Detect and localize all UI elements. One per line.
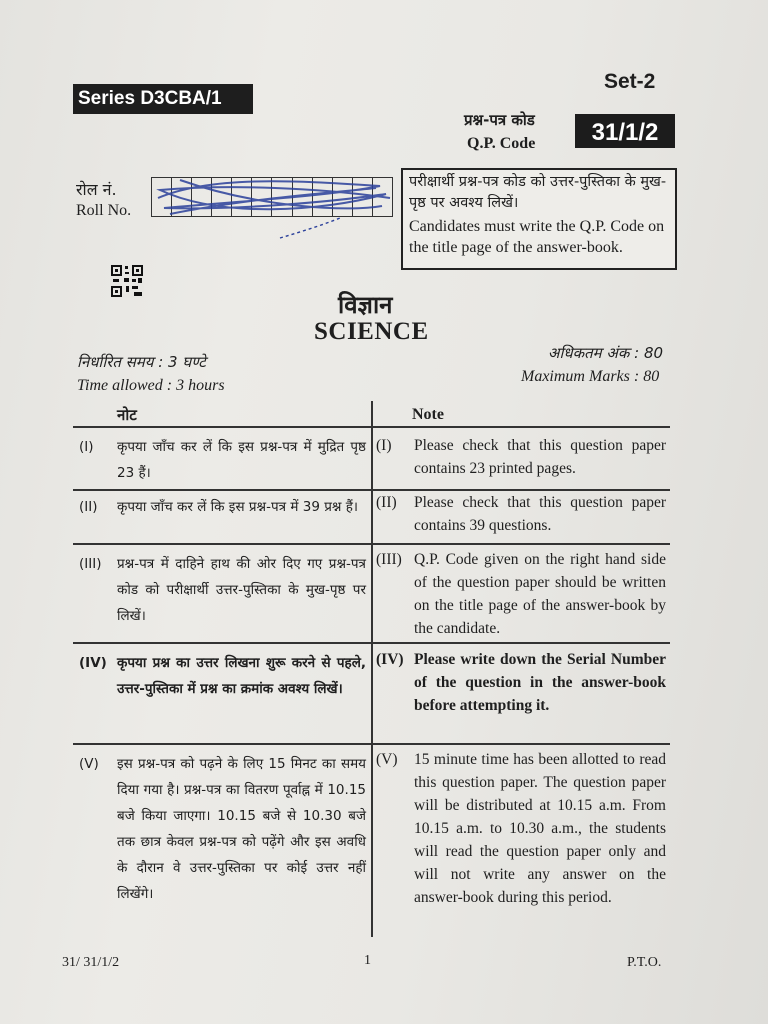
qp-code-label: Q.P. Code [467, 135, 536, 152]
note-row-hindi [79, 494, 366, 520]
series-label: Series D3CBA/1 [73, 84, 253, 114]
note-number: (V) [79, 756, 99, 772]
subject-title: SCIENCE [314, 318, 429, 345]
table-rule [73, 743, 670, 745]
time-allowed-hindi: निर्धारित समय : 3 घण्टे [77, 353, 206, 371]
note-number: (II) [79, 499, 98, 515]
page-number: 1 [364, 953, 371, 968]
set-label: Set-2 [604, 70, 656, 93]
note-row [376, 434, 666, 480]
note-number: (II) [376, 494, 397, 511]
footer-code: 31/ 31/1/2 [62, 955, 120, 970]
maximum-marks-hindi: अधिकतम अंक : 80 [548, 344, 664, 362]
note-row-hindi [79, 551, 366, 629]
note-number: (V) [376, 751, 398, 768]
note-text-hindi: कृपया जाँच कर लें कि इस प्रश्न-पत्र में 39 प्रश्न हैं। [117, 499, 359, 515]
note-text: Please write down the Serial Number of the question in the answer-book before attempting it. [414, 651, 666, 714]
note-number: (I) [79, 439, 94, 455]
note-number: (IV) [79, 655, 107, 671]
instruction-text: Candidates must write the Q.P. Code on the title page of the answer-book. [409, 218, 665, 256]
qp-code-box: 31/1/2 [575, 114, 675, 148]
roll-number-scribble [150, 168, 400, 248]
note-row [376, 491, 666, 537]
maximum-marks: Maximum Marks : 80 [521, 368, 660, 385]
note-text: 15 minute time has been allotted to read this question paper. The question paper will be distributed at 10.15 a.m. From 10.15 a.m. to 10.30 a.m., the students will read the question paper only and will not write any answer on the answer-book during this period. [414, 751, 666, 906]
instruction-box [401, 168, 677, 270]
roll-label: Roll No. [76, 202, 132, 219]
note-number: (III) [376, 551, 402, 568]
table-rule [73, 543, 670, 545]
qr-code-icon [110, 264, 144, 298]
table-rule [73, 642, 670, 644]
time-allowed: Time allowed : 3 hours [77, 377, 225, 394]
note-text: Please check that this question paper contains 39 questions. [414, 494, 666, 534]
note-text: Please check that this question paper contains 23 printed pages. [414, 437, 666, 477]
instruction-text-hindi: परीक्षार्थी प्रश्न-पत्र कोड को उत्तर-पुस्तिका के मुख-पृष्ठ पर अवश्य लिखें। [409, 174, 667, 211]
note-row-hindi [79, 434, 366, 486]
pto-label: P.T.O. [627, 955, 662, 970]
note-row [376, 648, 666, 717]
note-header: Note [412, 406, 444, 423]
note-number: (III) [79, 556, 102, 572]
subject-title-hindi: विज्ञान [338, 291, 393, 319]
table-divider [371, 401, 373, 937]
note-row [376, 748, 666, 909]
note-number: (I) [376, 437, 392, 454]
roll-label-hindi: रोल नं. [76, 180, 117, 199]
note-row-hindi [79, 751, 366, 907]
note-row [376, 548, 666, 640]
note-text-hindi: कृपया जाँच कर लें कि इस प्रश्न-पत्र में मुद्रित पृष्ठ 23 हैं। [117, 439, 366, 481]
note-text-hindi: इस प्रश्न-पत्र को पढ़ने के लिए 15 मिनट का समय दिया गया है। प्रश्न-पत्र का वितरण पूर्वाह्न में 10.15 बजे किया जाएगा। 10.15 बजे से 10.30 बजे तक छात्र केवल प्रश्न-पत्र को पढ़ेंगे और इस अवधि के दौरान वे उत्तर-पुस्तिका पर कोई उत्तर नहीं लिखेंगे। [117, 756, 366, 902]
note-text-hindi: प्रश्न-पत्र में दाहिने हाथ की ओर दिए गए प्रश्न-पत्र कोड को परीक्षार्थी उत्तर-पुस्तिका के मुख-पृष्ठ पर लिखें। [117, 556, 366, 624]
table-rule [73, 426, 670, 428]
note-number: (IV) [376, 651, 404, 668]
note-header-hindi: नोट [117, 406, 137, 424]
note-row-hindi [79, 650, 366, 702]
note-text: Q.P. Code given on the right hand side of the question paper should be written on the title page of the answer-book by the candidate. [414, 551, 666, 637]
note-text-hindi: कृपया प्रश्न का उत्तर लिखना शुरू करने से पहले, उत्तर-पुस्तिका में प्रश्न का क्रमांक अवश्य लिखें। [117, 655, 366, 697]
qp-code-label-hindi: प्रश्न-पत्र कोड [464, 111, 535, 129]
